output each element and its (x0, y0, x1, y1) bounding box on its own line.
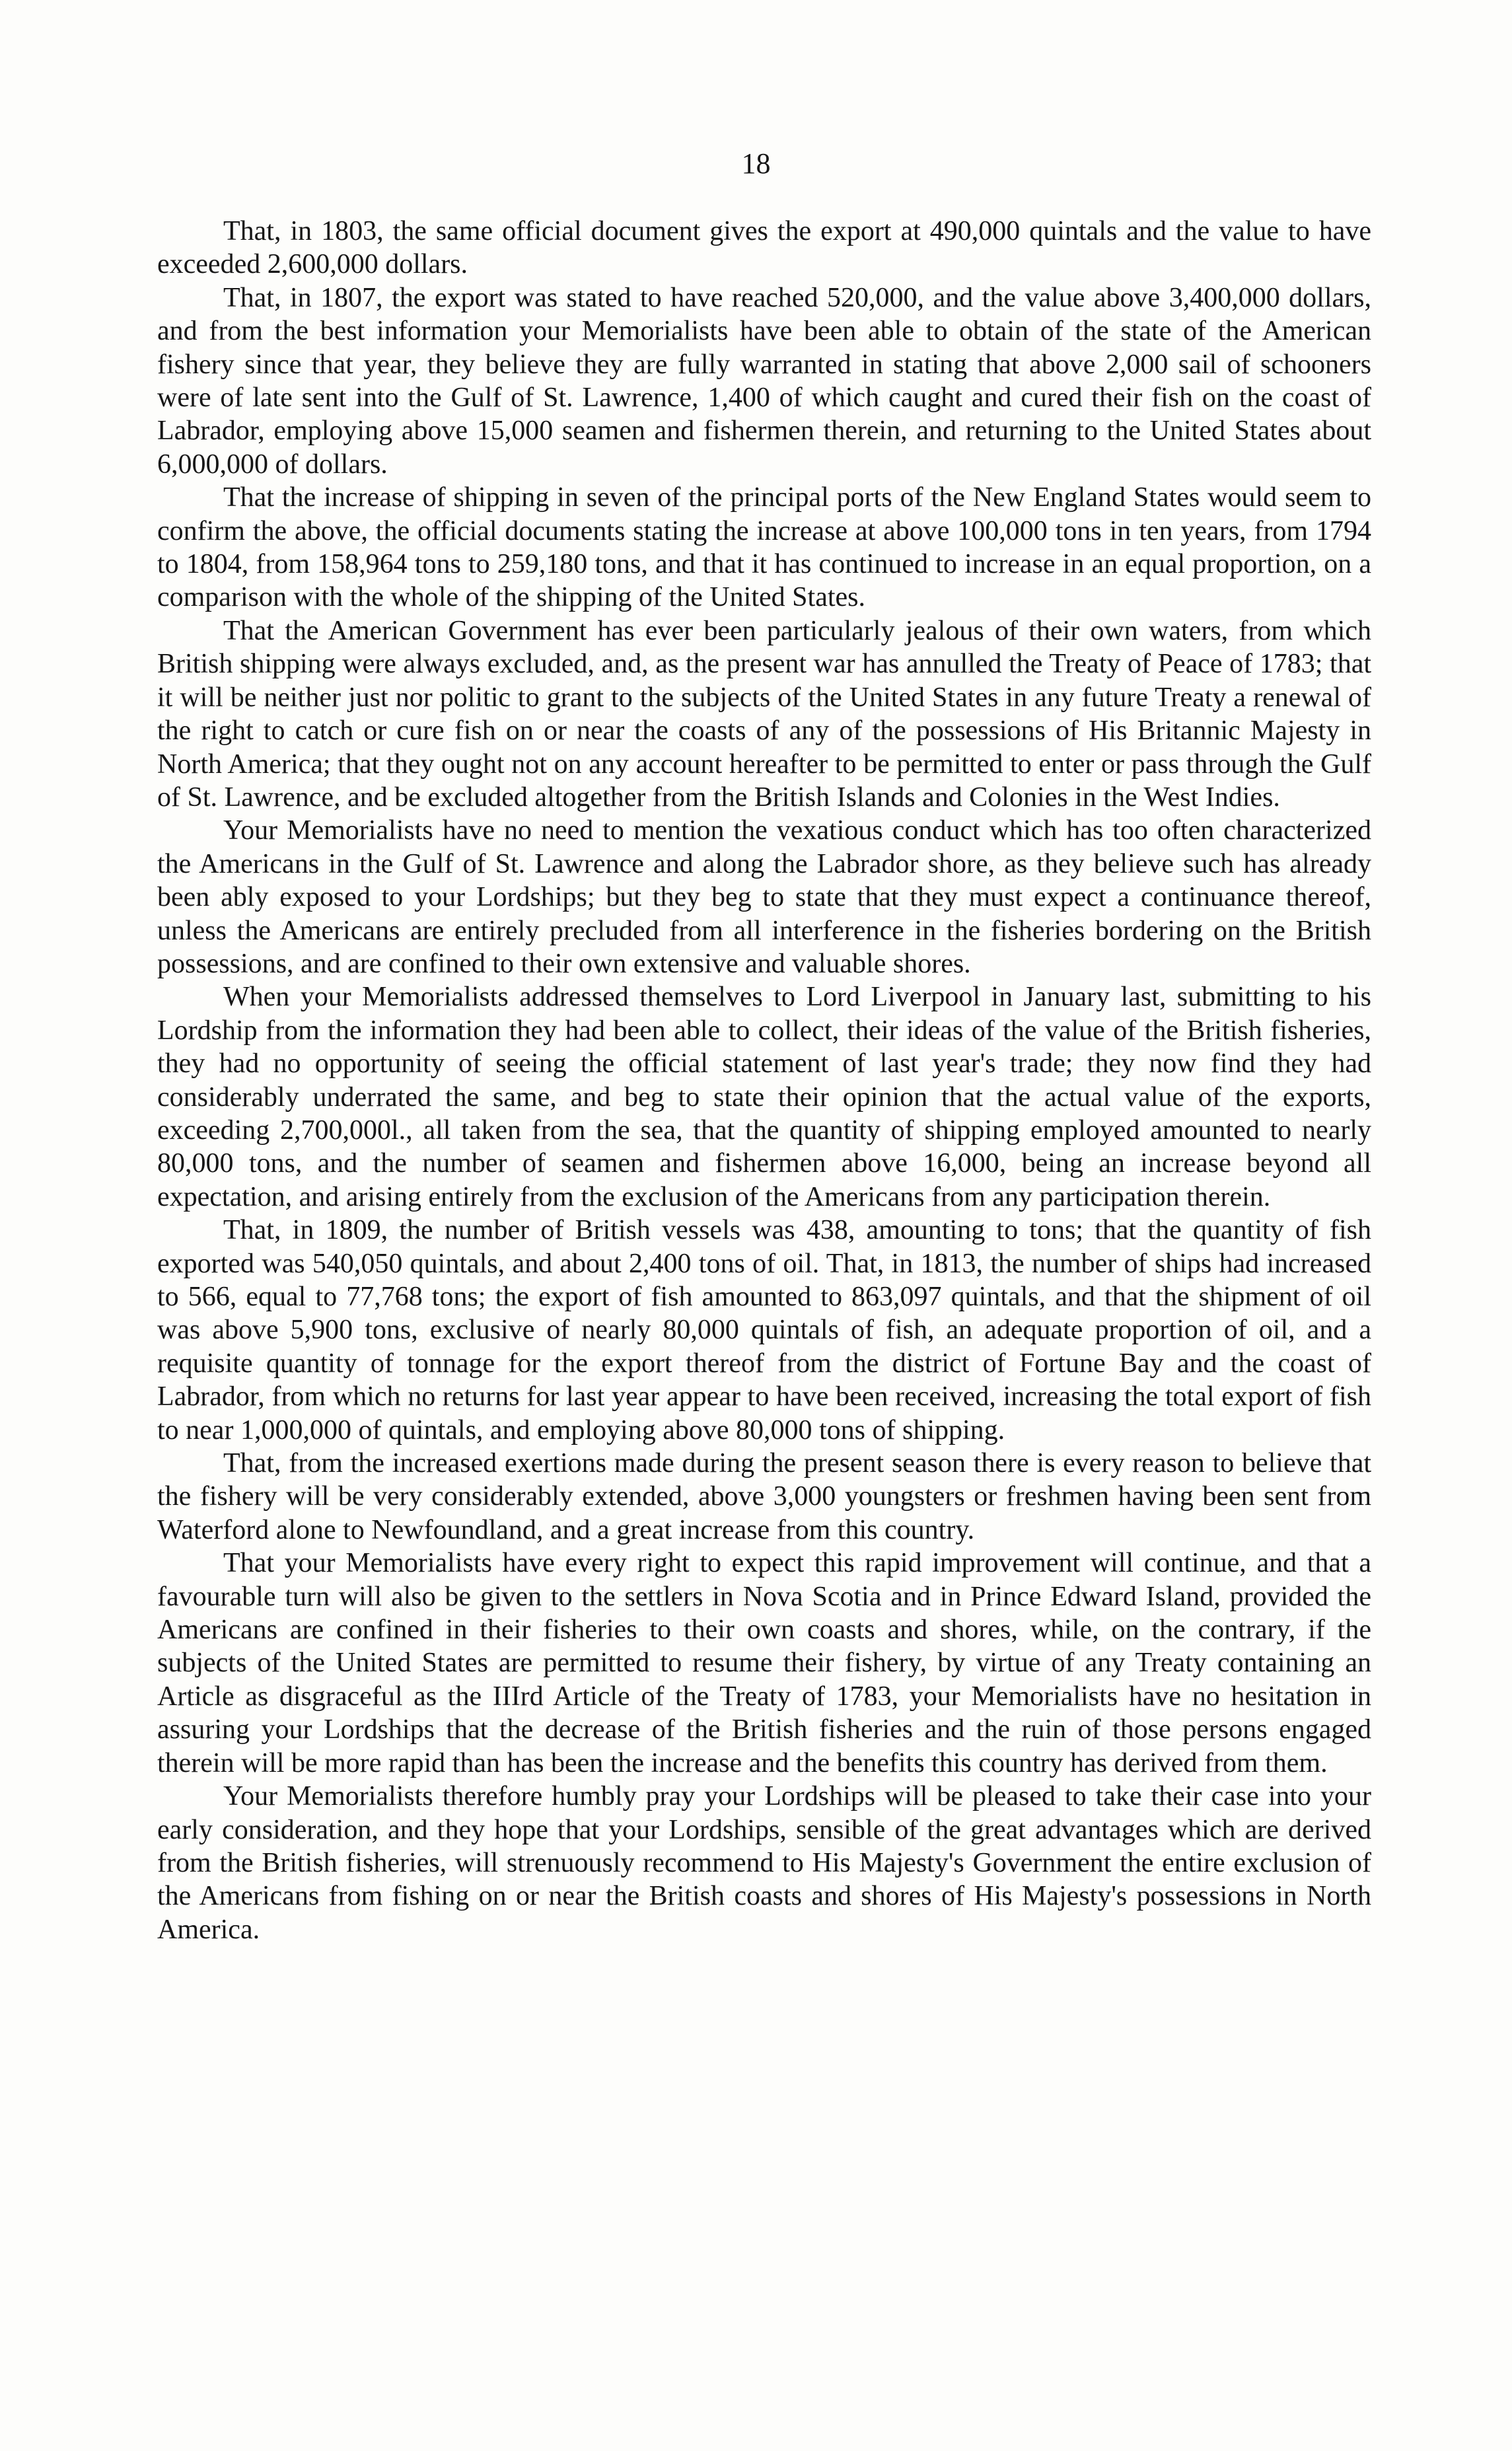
paragraph-lord-liverpool: When your Memorialists addressed themselves to Lord Liverpool in January last, submitting to his Lordship from the information they had been able to collect, their ideas of the value of the British fisheries, they had no opportunity of seeing the official statement of last year's trade; they now find they had considerably underrated the same, and beg to state their opinion that the actual value of the exports, exceeding 2,700,000l., all taken from the sea, that the quantity of shipping employed amounted to nearly 80,000 tons, and the number of seamen and fishermen above 16,000, being an increase beyond all expectation, and arising entirely from the exclusion of the Americans from any participation therein. (157, 982, 1371, 1212)
paragraph-present-season: That, from the increased exertions made during the present season there is every reason to believe that the fishery will be very considerably extended, above 3,000 youngsters or freshmen having been sent from Waterford alone to Newfoundland, and a great increase from this country. (157, 1448, 1371, 1545)
paragraph-export-1807: That, in 1807, the export was stated to have reached 520,000, and the value above 3,400,000 dollars, and from the best information your Memorialists have been able to obtain of the state of the American fishery since that year, they believe they are fully warranted in stating that above 2,000 sail of schooners were of late sent into the Gulf of St. Lawrence, 1,400 of which caught and cured their fish on the coast of Labrador, employing above 15,000 seamen and fishermen therein, and returning to the United States about 6,000,000 of dollars. (157, 282, 1371, 480)
paragraph-american-government: That the American Government has ever been particularly jealous of their own waters, from which British shipping were always excluded, and, as the present war has annulled the Treaty of Peace of 1783; that it will be neither just nor politic to grant to the subjects of the United States in any future Treaty a renewal of the right to catch or cure fish on or near the coasts of any of the possessions of His Britannic Majesty in North America; that they ought not on any account hereafter to be permitted to enter or pass through the Gulf of St. Lawrence, and be excluded altogether from the British Islands and Colonies in the West Indies. (157, 615, 1371, 813)
paragraph-british-vessels-1809: That, in 1809, the number of British vessels was 438, amounting to tons; that the quantity of fish exported was 540,050 quintals, and about 2,400 tons of oil. That, in 1813, the number of ships had increased to 566, equal to 77,768 tons; the export of fish amounted to 863,097 quintals, and that the shipment of oil was above 5,900 tons, exclusive of nearly 80,000 quintals of fish, an adequate proportion of oil, and a requisite quantity of tonnage for the export thereof from the district of Fortune Bay and the coast of Labrador, from which no returns for last year appear to have been received, increasing the total export of fish to near 1,000,000 of quintals, and employing above 80,000 tons of shipping. (157, 1215, 1371, 1445)
paragraph-export-1803: That, in 1803, the same official document gives the export at 490,000 quintals and the value to have exceeded 2,600,000 dollars. (157, 216, 1371, 280)
paragraph-shipping-increase: That the increase of shipping in seven of the principal ports of the New England States would seem to confirm the above, the official documents stating the increase at above 100,000 tons in ten years, from 1794 to 1804, from 158,964 tons to 259,180 tons, and that it has continued to increase in an equal proportion, on a comparison with the whole of the shipping of the United States. (157, 482, 1371, 613)
paragraph-vexatious-conduct: Your Memorialists have no need to mention the vexatious conduct which has too often characterized the Americans in the Gulf of St. Lawrence and along the Labrador shore, as they believe such has already been ably exposed to your Lordships; but they beg to state that they must expect a continuance thereof, unless the Americans are entirely precluded from all interference in the fisheries bordering on the British possessions, and are confined to their own extensive and valuable shores. (157, 815, 1371, 979)
page-number: 18 (741, 147, 771, 180)
paragraph-rapid-improvement: That your Memorialists have every right to expect this rapid improvement will continue, and that a favourable turn will also be given to the settlers in Nova Scotia and in Prince Edward Island, provided the Americans are confined in their fisheries to their own coasts and shores, while, on the contrary, if the subjects of the United States are permitted to resume their fishery, by virtue of any Treaty containing an Article as disgraceful as the IIIrd Article of the Treaty of 1783, your Memorialists have no hesitation in assuring your Lordships that the decrease of the British fisheries and the ruin of those persons engaged therein will be more rapid than has been the increase and the benefits this country has derived from them. (157, 1548, 1371, 1778)
memorial-text (157, 215, 1371, 1946)
paragraph-prayer: Your Memorialists therefore humbly pray your Lordships will be pleased to take their case into your early consideration, and they hope that your Lordships, sensible of the great advantages which are derived from the British fisheries, will strenuously recommend to His Majesty's Government the entire exclusion of the Americans from fishing on or near the British coasts and shores of His Majesty's possessions in North America. (157, 1781, 1371, 1945)
